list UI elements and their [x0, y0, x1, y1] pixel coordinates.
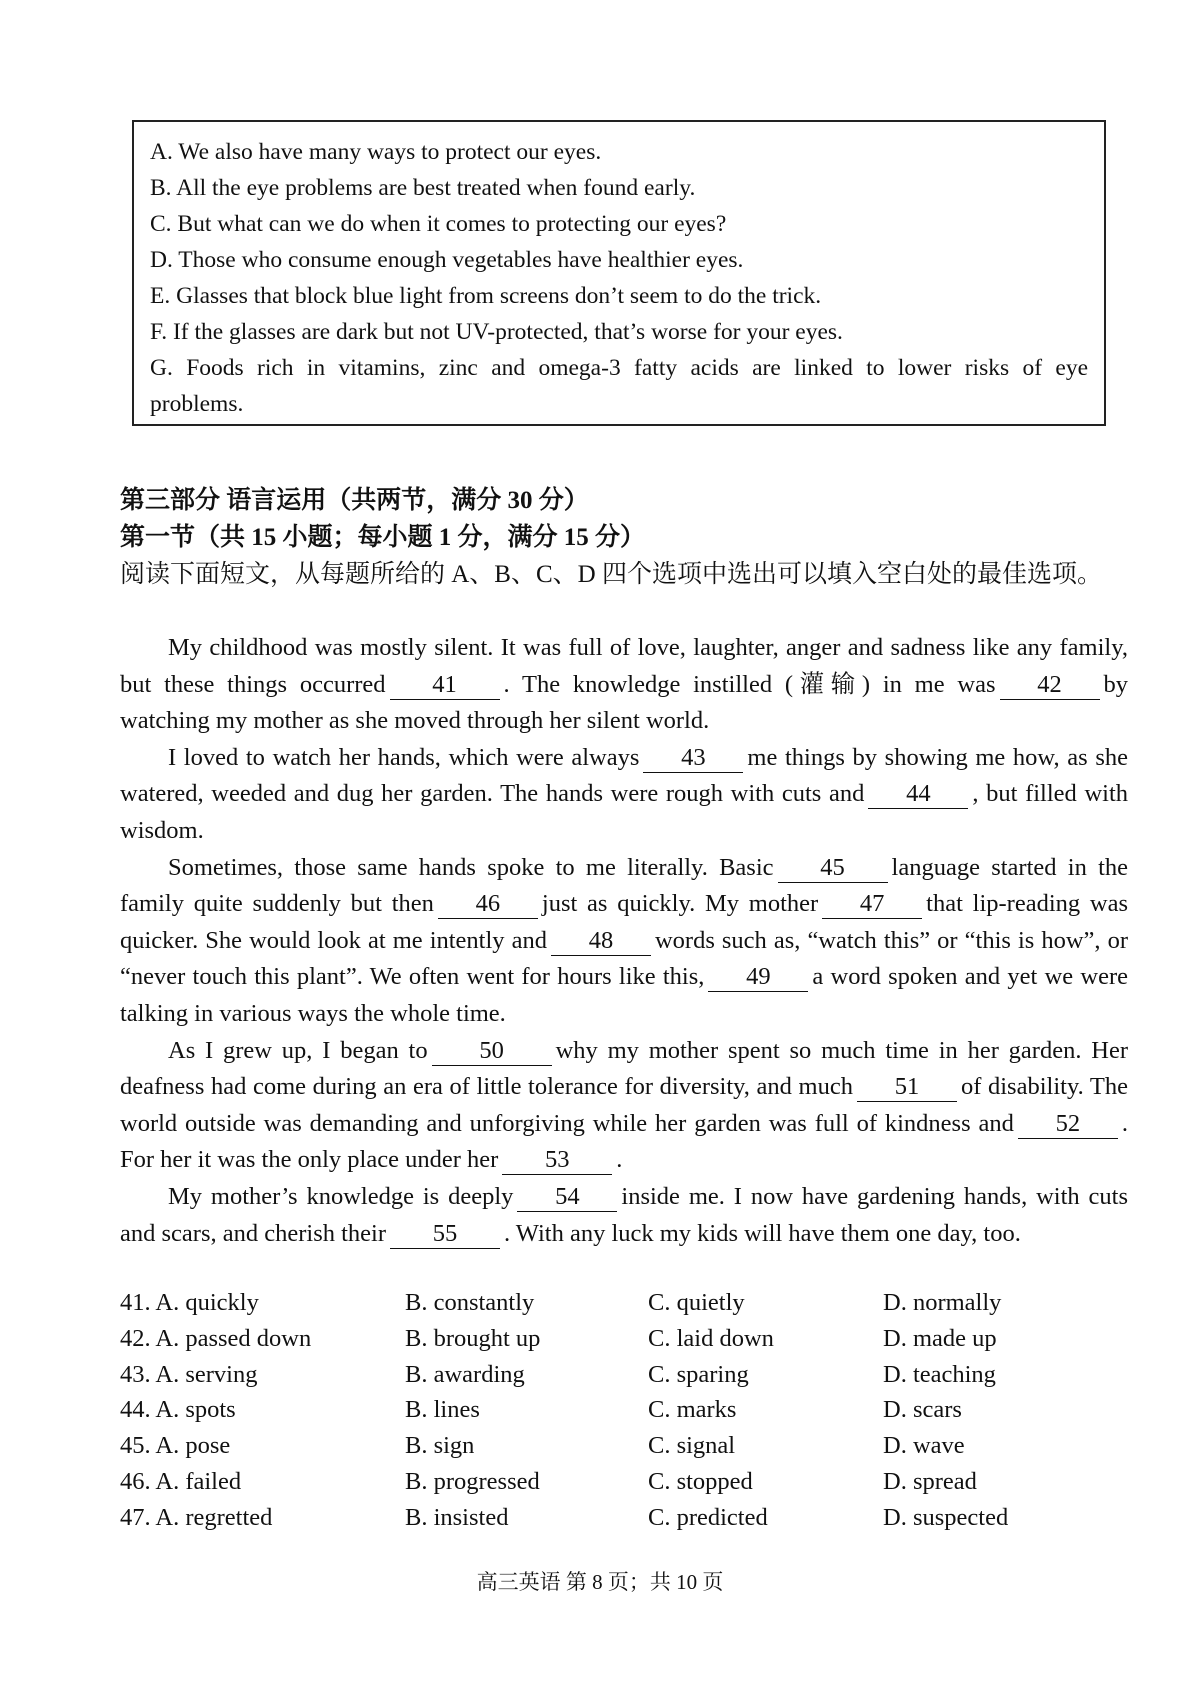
choice-a: 45. A. pose — [120, 1432, 231, 1460]
choice-b: B. insisted — [405, 1503, 509, 1531]
blank-51: 51 — [857, 1073, 957, 1102]
passage-text: why my mother spent so much time in her garden. Her deafness had come during an era of little tolerance for diversity, and much — [120, 1036, 1128, 1101]
choice-d: D. spread — [883, 1467, 977, 1495]
choice-row-43 — [120, 1361, 1130, 1397]
page-footer: 高三英语 第 8 页；共 10 页 — [476, 1570, 724, 1594]
passage-text: . For her it was the only place under her — [120, 1109, 1128, 1174]
cloze-passage — [120, 630, 1128, 1252]
passage-text: . — [616, 1146, 623, 1174]
blank-48: 48 — [551, 927, 651, 956]
instructions: 阅读下面短文，从每题所给的 A、B、C、D 四个选项中选出可以填入空白处的最佳选项。 — [120, 561, 1102, 588]
passage-text: inside me. I now have gardening hands, with cuts and scars, and cherish their — [120, 1182, 1129, 1247]
paragraph-1 — [120, 630, 1128, 740]
blank-46: 46 — [438, 890, 538, 919]
choice-d: D. teaching — [883, 1360, 996, 1388]
choice-d: D. made up — [883, 1324, 997, 1352]
choice-row-47 — [120, 1504, 1130, 1540]
choice-a: 46. A. failed — [120, 1467, 242, 1495]
passage-text: My childhood was mostly silent. It was full of love, laughter, anger and sadness like any family, but these things occurred — [120, 634, 1128, 698]
choice-a: 43. A. serving — [120, 1360, 258, 1388]
paragraph-5 — [120, 1179, 1128, 1252]
choice-b: B. brought up — [405, 1324, 541, 1352]
choice-b: B. constantly — [405, 1289, 535, 1316]
passage-text: language started in the family quite suddenly but then — [120, 853, 1129, 918]
blank-47: 47 — [822, 890, 922, 919]
choice-d: D. scars — [883, 1396, 962, 1424]
option-box — [132, 120, 1106, 426]
choice-d: D. suspected — [883, 1503, 1009, 1531]
passage-text: Sometimes, those same hands spoke to me literally. Basic — [168, 853, 774, 881]
blank-53: 53 — [502, 1146, 612, 1175]
choice-b: B. lines — [405, 1396, 480, 1424]
blank-50: 50 — [432, 1037, 552, 1066]
blank-43: 43 — [643, 744, 743, 773]
blank-54: 54 — [517, 1183, 617, 1212]
passage-text: by watching my mother as she moved through her silent world. — [120, 670, 1128, 735]
option-line-f: F. If the glasses are dark but not UV-protected, that’s worse for your eyes. — [150, 319, 843, 345]
choice-a: 47. A. regretted — [120, 1503, 273, 1531]
choice-c: C. sparing — [648, 1360, 749, 1388]
blank-55: 55 — [390, 1220, 500, 1249]
passage-text: just as quickly. My mother — [541, 890, 819, 918]
paragraph-2 — [120, 740, 1128, 850]
passage-text: . With any luck my kids will have them one day, too. — [504, 1219, 1021, 1247]
choice-b: B. sign — [405, 1432, 475, 1460]
passage-text: , but filled with wisdom. — [120, 780, 1129, 844]
option-line-g-cont: problems. — [150, 391, 244, 417]
passage-text: of disability. The world outside was demanding and unforgiving while her garden was full of kindness and — [120, 1073, 1128, 1137]
choice-row-46 — [120, 1468, 1130, 1504]
choice-a: 44. A. spots — [120, 1396, 236, 1424]
passage-text: I loved to watch her hands, which were always — [168, 743, 640, 771]
option-line-a: A. We also have many ways to protect our eyes. — [150, 139, 602, 165]
answer-choices — [120, 1289, 1130, 1540]
passage-text: me things by showing me how, as she watered, weeded and dug her garden. The hands were rough with cuts and — [120, 743, 1128, 808]
passage-text: that lip-reading was quicker. She would look at me intently and — [120, 890, 1128, 954]
passage-text: a word spoken and yet we were talking in various ways the whole time. — [120, 963, 1128, 1027]
choice-b: B. awarding — [405, 1360, 525, 1388]
option-line-c: C. But what can we do when it comes to protecting our eyes? — [150, 211, 727, 237]
paragraph-3 — [120, 850, 1128, 1033]
blank-44: 44 — [868, 780, 968, 809]
choice-row-45 — [120, 1432, 1130, 1468]
passage-text: . The knowledge instilled (灌输) in me was — [503, 670, 996, 698]
passage-text: words such as, “watch this” or “this is how”, or “never touch this plant”. We often went for hours like this, — [120, 926, 1128, 991]
choice-c: C. laid down — [648, 1324, 774, 1352]
choice-a: 41. A. quickly — [120, 1289, 259, 1316]
choice-d: D. normally — [883, 1289, 1002, 1316]
choice-c: C. signal — [648, 1432, 736, 1460]
option-line-e: E. Glasses that block blue light from screens don’t seem to do the trick. — [150, 283, 822, 309]
section-heading: 第一节（共 15 小题；每小题 1 分，满分 15 分） — [120, 524, 646, 551]
option-line-b: B. All the eye problems are best treated when found early. — [150, 175, 696, 201]
choice-a: 42. A. passed down — [120, 1324, 312, 1352]
choice-row-41 — [120, 1289, 1130, 1325]
choice-c: C. marks — [648, 1396, 737, 1424]
option-line-d: D. Those who consume enough vegetables have healthier eyes. — [150, 247, 744, 273]
choice-row-42 — [120, 1325, 1130, 1361]
choice-d: D. wave — [883, 1432, 965, 1460]
choice-c: C. predicted — [648, 1503, 768, 1531]
passage-text: My mother’s knowledge is deeply — [168, 1182, 514, 1210]
blank-52: 52 — [1018, 1110, 1118, 1139]
blank-42: 42 — [1000, 671, 1100, 700]
passage-text: As I grew up, I began to — [168, 1036, 428, 1064]
part-heading: 第三部分 语言运用（共两节，满分 30 分） — [120, 487, 589, 514]
blank-49: 49 — [708, 963, 808, 992]
paragraph-4 — [120, 1033, 1128, 1179]
choice-row-44 — [120, 1396, 1130, 1432]
choice-c: C. quietly — [648, 1289, 745, 1316]
blank-45: 45 — [778, 854, 888, 883]
choice-b: B. progressed — [405, 1467, 540, 1495]
blank-41: 41 — [390, 671, 500, 700]
choice-c: C. stopped — [648, 1467, 753, 1495]
option-line-g: G. Foods rich in vitamins, zinc and omega-3 fatty acids are linked to lower risks of eye — [150, 355, 1088, 381]
